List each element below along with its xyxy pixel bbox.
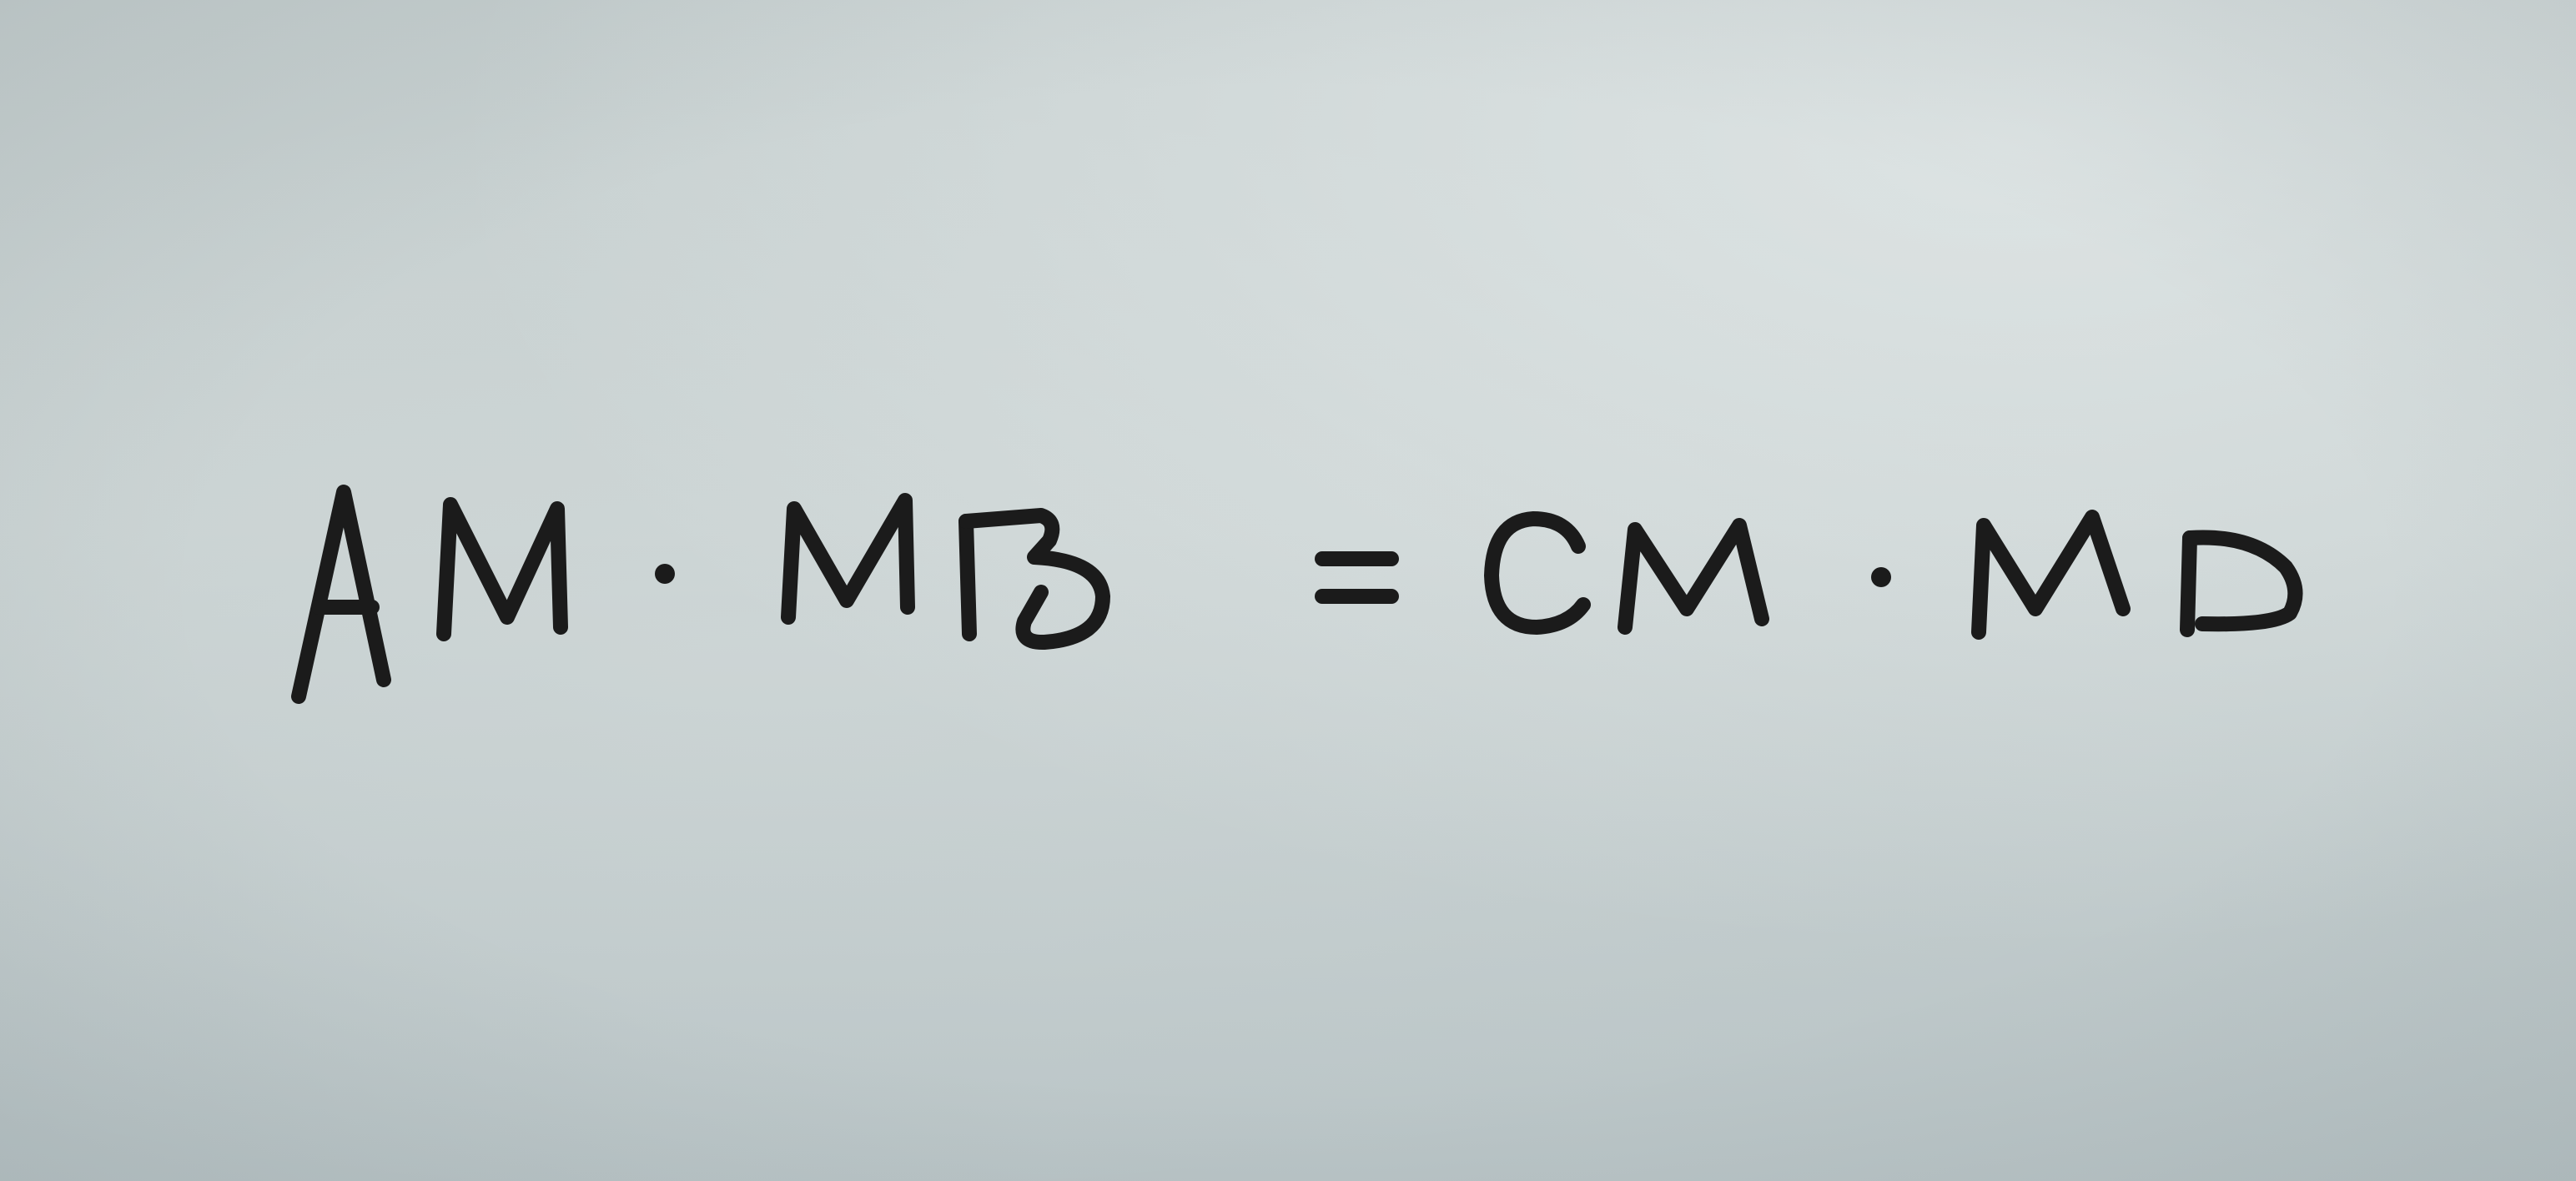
letter-B <box>966 515 1103 642</box>
letter-A <box>299 492 384 696</box>
letter-M-2 <box>788 500 908 617</box>
letter-C <box>1492 519 1583 627</box>
letter-M-1 <box>444 505 561 634</box>
equals-sign <box>1322 559 1391 596</box>
letter-M-4 <box>1979 517 2123 632</box>
letter-D <box>2187 537 2295 630</box>
multiply-dot-right <box>1871 567 1891 587</box>
multiply-dot-left <box>655 564 675 584</box>
letter-M-3 <box>1625 525 1762 627</box>
